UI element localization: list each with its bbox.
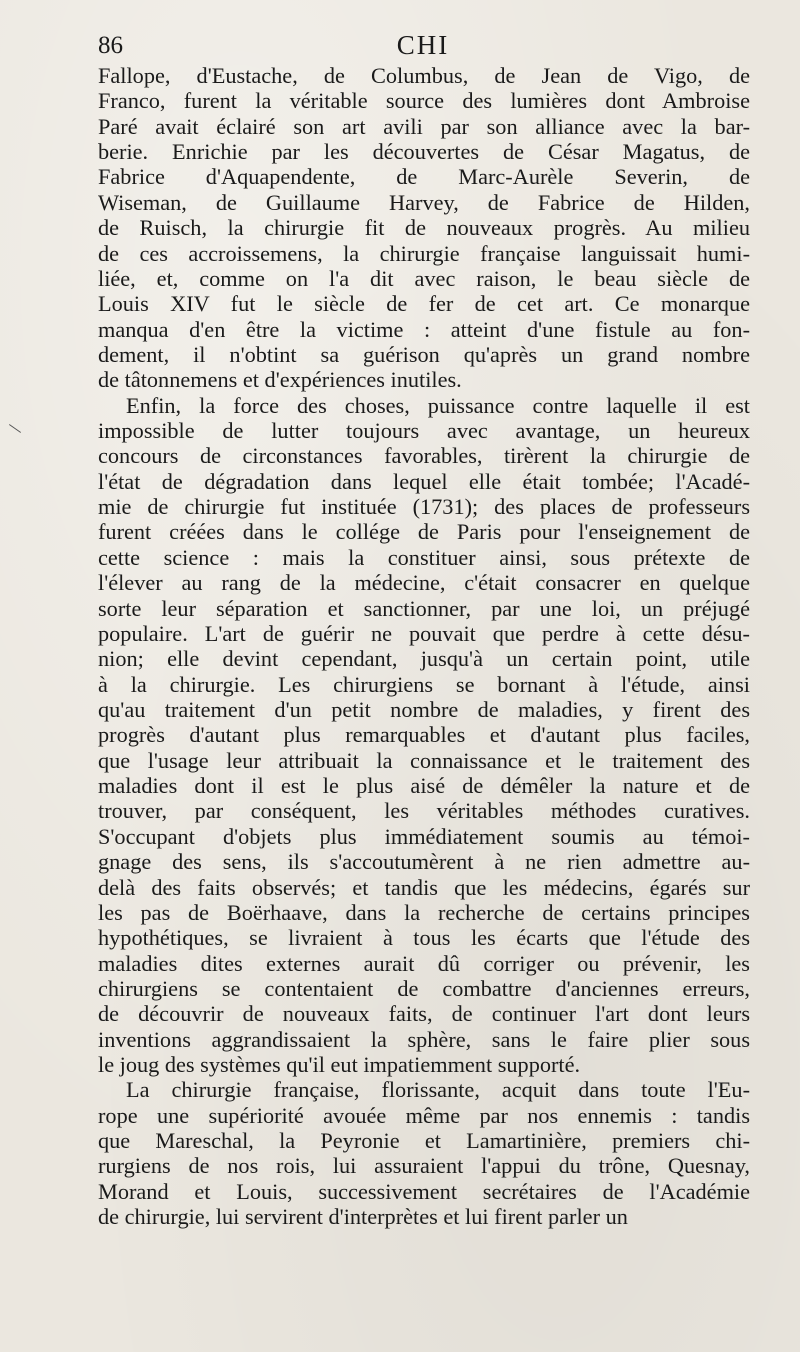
text-line: l'état de dégradation dans lequel elle était tombée; l'Acadé-	[98, 468, 750, 494]
text-line: furent créées dans le collége de Paris pour l'enseignement de	[98, 519, 750, 545]
text-line: mie de chirurgie fut instituée (1731); des places de professeurs	[98, 494, 750, 520]
text-line: impossible de lutter toujours avec avantage, un heureux	[98, 418, 750, 444]
text-line: le joug des systèmes qu'il eut impatiemment supporté.	[98, 1052, 581, 1078]
text-line: populaire. L'art de guérir ne pouvait que perdre à cette désu-	[98, 620, 750, 646]
text-line: rope une supériorité avouée même par nos ennemis : tandis	[98, 1102, 750, 1128]
paragraph	[98, 393, 750, 1078]
text-line: les pas de Boërhaave, dans la recherche de certains principes	[98, 899, 750, 925]
text-line: progrès d'autant plus remarquables et d'autant plus faciles,	[98, 722, 750, 748]
text-line: qu'au traitement d'un petit nombre de maladies, y firent des	[98, 696, 750, 722]
text-line: de ces accroissemens, la chirurgie française languissait humi-	[98, 240, 750, 266]
text-line: de Ruisch, la chirurgie fit de nouveaux progrès. Au milieu	[98, 215, 750, 241]
text-line: de tâtonnemens et d'expériences inutiles.	[98, 367, 462, 393]
body-text	[98, 63, 750, 1230]
text-line: gnage des sens, ils s'accoutumèrent à ne rien admettre au-	[98, 849, 750, 875]
text-line: maladies dont il est le plus aisé de démêler la nature et de	[98, 773, 750, 799]
text-line: de découvrir de nouveaux faits, de continuer l'art dont leurs	[98, 1001, 750, 1027]
text-line: à la chirurgie. Les chirurgiens se bornant à l'étude, ainsi	[98, 671, 750, 697]
text-line: Morand et Louis, successivement secrétaires de l'Académie	[98, 1178, 750, 1204]
text-line: Louis XIV fut le siècle de fer de cet art. Ce monarque	[98, 291, 750, 317]
text-line: dement, il n'obtint sa guérison qu'après un grand nombre	[98, 341, 750, 367]
text-line: chirurgiens se contentaient de combattre d'anciennes erreurs,	[98, 975, 750, 1001]
paragraph	[98, 63, 750, 393]
text-line: Enfin, la force des choses, puissance contre laquelle il est	[126, 392, 750, 418]
text-line: manqua d'en être la victime : atteint d'une fistule au fon-	[98, 316, 750, 342]
text-line: cette science : mais la constituer ainsi, sous prétexte de	[98, 544, 750, 570]
text-line: Franco, furent la véritable source des lumières dont Ambroise	[98, 88, 750, 114]
text-line: sorte leur séparation et sanctionner, par une loi, un préjugé	[98, 595, 750, 621]
text-line: que Mareschal, la Peyronie et Lamartinière, premiers chi-	[98, 1128, 750, 1154]
text-line: S'occupant d'objets plus immédiatement soumis au témoi-	[98, 823, 750, 849]
margin-mark	[9, 424, 21, 433]
running-head: CHI	[396, 30, 450, 60]
text-line: que l'usage leur attribuait la connaissance et le traitement des	[98, 747, 750, 773]
text-line: hypothétiques, se livraient à tous les écarts que l'étude des	[98, 925, 750, 951]
text-line: concours de circonstances favorables, tirèrent la chirurgie de	[98, 443, 750, 469]
text-line: rurgiens de nos rois, lui assuraient l'appui du trône, Quesnay,	[98, 1153, 750, 1179]
text-line: Fabrice d'Aquapendente, de Marc-Aurèle Severin, de	[98, 164, 750, 190]
text-line: maladies dites externes aurait dû corriger ou prévenir, les	[98, 950, 750, 976]
text-line: Wiseman, de Guillaume Harvey, de Fabrice de Hilden,	[98, 189, 750, 215]
page-number: 86	[98, 32, 123, 59]
text-line: La chirurgie française, florissante, acquit dans toute l'Eu-	[126, 1077, 750, 1103]
text-line: liée, et, comme on l'a dit avec raison, le beau siècle de	[98, 265, 750, 291]
text-line: Paré avait éclairé son art avili par son alliance avec la bar-	[98, 113, 750, 139]
text-line: inventions aggrandissaient la sphère, sans le faire plier sous	[98, 1026, 750, 1052]
page-header	[98, 30, 748, 64]
text-line: trouver, par conséquent, les véritables méthodes curatives.	[98, 798, 750, 824]
text-line: nion; elle devint cependant, jusqu'à un certain point, utile	[98, 646, 750, 672]
text-line: l'élever au rang de la médecine, c'était consacrer en quelque	[98, 570, 750, 596]
text-line: delà des faits observés; et tandis que les médecins, égarés sur	[98, 874, 750, 900]
text-line: de chirurgie, lui servirent d'interprètes et lui firent parler un	[98, 1204, 628, 1230]
text-line: Fallope, d'Eustache, de Columbus, de Jean de Vigo, de	[98, 63, 750, 88]
text-line: berie. Enrichie par les découvertes de César Magatus, de	[98, 139, 750, 165]
paragraph	[98, 1077, 750, 1229]
